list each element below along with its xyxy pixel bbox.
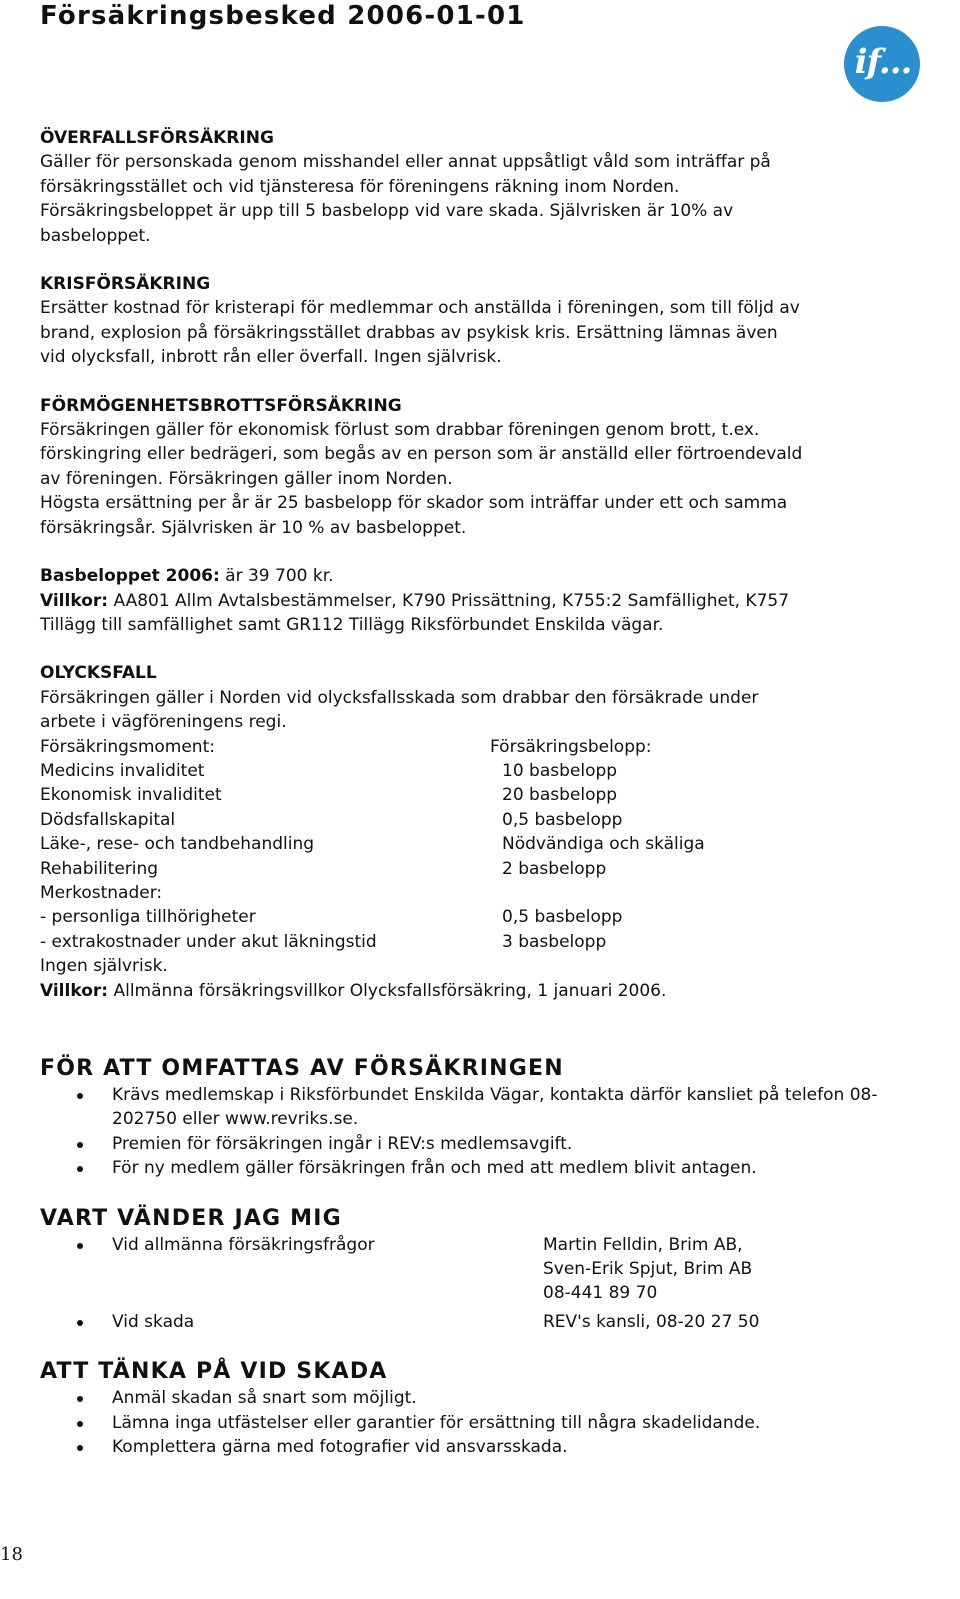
villkor-text: AA801 Allm Avtalsbestämmelser, K790 Prissättning, K755:2 Samfällighet, K757 <box>108 590 790 611</box>
basbelopp-line <box>40 564 935 588</box>
bullet-list <box>40 1386 935 1459</box>
list-item: Premien för försäkringen ingår i REV:s medlemsavgift. <box>40 1132 935 1156</box>
list-item: Komplettera gärna med fotografier vid ansvarsskada. <box>40 1435 935 1459</box>
villkor-line <box>40 589 935 613</box>
basbelopp-label: Basbeloppet 2006: <box>40 566 220 587</box>
table-cell: 3 basbelopp <box>502 931 607 952</box>
contact-line: Martin Felldin, Brim AB, <box>543 1234 743 1255</box>
basbelopp-value: är 39 700 kr. <box>219 566 334 587</box>
table-header-cell: Försäkringsbelopp: <box>490 736 652 757</box>
section-tanka-pa <box>40 1358 935 1459</box>
text-line: Försäkringsbeloppet är upp till 5 basbelopp vid vare skada. Självrisken är 10% av <box>40 201 734 222</box>
table-cell: Ekonomisk invaliditet <box>40 785 222 806</box>
section-formogenhet <box>40 394 935 540</box>
text-line: vid olycksfall, inbrott rån eller överfall. Ingen självrisk. <box>40 347 502 368</box>
text-line: arbete i vägföreningens regi. <box>40 712 287 733</box>
table-cell: 0,5 basbelopp <box>502 809 623 830</box>
text-line: Försäkringen gäller i Norden vid olycksfallsskada som drabbar den försäkrade under <box>40 687 759 708</box>
table-cell: Rehabilitering <box>40 858 159 879</box>
contact-line: Sven-Erik Spjut, Brim AB <box>543 1259 753 1280</box>
logo-text: if... <box>854 42 912 82</box>
text-line: Högsta ersättning per år är 25 basbelopp för skador som inträffar under ett och samma <box>40 493 788 514</box>
villkor-line <box>40 979 935 1003</box>
table-row <box>40 832 935 856</box>
contact-line: REV's kansli, 08-20 27 50 <box>543 1311 760 1332</box>
table-cell: Läke-, rese- och tandbehandling <box>40 834 315 855</box>
table-header-cell: Försäkringsmoment: <box>40 736 215 757</box>
list-item: Lämna inga utfästelser eller garantier för ersättning till några skadelidande. <box>40 1411 935 1435</box>
text-line: av föreningen. Försäkringen gäller inom Norden. <box>40 468 453 489</box>
text-line: Ersätter kostnad för kristerapi för medlemmar och anställda i föreningen, som till följd av <box>40 298 800 319</box>
if-logo <box>844 26 920 102</box>
table-row <box>40 783 935 807</box>
contact-label: Vid skada <box>112 1311 195 1332</box>
section-heading: FÖR ATT OMFATTAS AV FÖRSÄKRINGEN <box>40 1056 564 1081</box>
section-heading: OLYCKSFALL <box>40 663 157 684</box>
list-item: Anmäl skadan så snart som möjligt. <box>40 1386 935 1410</box>
list-item <box>40 1233 935 1306</box>
section-heading: VART VÄNDER JAG MIG <box>40 1205 342 1231</box>
table-cell: - extrakostnader under akut läkningstid <box>40 931 377 952</box>
section-kris <box>40 272 935 370</box>
table-cell: Nödvändiga och skäliga <box>502 834 705 855</box>
table-cell: Merkostnader: <box>40 882 163 903</box>
table-cell: 2 basbelopp <box>502 858 607 879</box>
section-heading: KRISFÖRSÄKRING <box>40 274 211 295</box>
text-line: brand, explosion på försäkringsstället drabbas av psykisk kris. Ersättning lämnas även <box>40 322 778 343</box>
document-body <box>40 126 935 1459</box>
text-line: basbeloppet. <box>40 225 151 246</box>
villkor-label: Villkor: <box>40 590 109 611</box>
section-heading: ATT TÄNKA PÅ VID SKADA <box>40 1359 388 1385</box>
page-title: Försäkringsbesked 2006-01-01 <box>40 1 526 31</box>
table-header <box>40 735 935 759</box>
table-row <box>40 905 935 929</box>
villkor-text: Allmänna försäkringsvillkor Olycksfallsförsäkring, 1 januari 2006. <box>108 980 667 1001</box>
section-overfall <box>40 126 935 248</box>
section-heading: ÖVERFALLSFÖRSÄKRING <box>40 128 274 148</box>
table-row <box>40 808 935 832</box>
section-heading: FÖRMÖGENHETSBROTTSFÖRSÄKRING <box>40 395 402 416</box>
table-row <box>40 881 935 905</box>
page-number: 18 <box>0 1544 23 1565</box>
table-cell <box>490 881 935 905</box>
table-row <box>40 857 935 881</box>
text-line: Ingen självrisk. <box>40 956 168 977</box>
table-cell: 10 basbelopp <box>502 760 618 781</box>
table-cell: 0,5 basbelopp <box>502 907 623 928</box>
table-cell: Dödsfallskapital <box>40 809 176 830</box>
table-row <box>40 930 935 954</box>
text-line: försäkringsstället och vid tjänsteresa för föreningens räkning inom Norden. <box>40 176 680 197</box>
text-line: förskingring eller bedrägeri, som begås av en person som är anställd eller förtroendevald <box>40 444 803 465</box>
section-vart-vander <box>40 1205 935 1335</box>
list-item: Krävs medlemskap i Riksförbundet Enskilda Vägar, kontakta därför kansliet på telefon 08-202750 eller www.revriks.se. <box>40 1083 935 1132</box>
section-basbelopp <box>40 564 935 637</box>
list-item: För ny medlem gäller försäkringen från och med att medlem blivit antagen. <box>40 1156 935 1180</box>
table-cell: 20 basbelopp <box>502 785 618 806</box>
bullet-list <box>40 1233 935 1335</box>
section-omfattas <box>40 1055 935 1181</box>
table-cell: Medicins invaliditet <box>40 760 205 781</box>
list-item <box>40 1310 935 1334</box>
bullet-list <box>40 1083 935 1181</box>
section-olycksfall <box>40 661 935 1003</box>
table-cell: - personliga tillhörigheter <box>40 907 256 928</box>
contact-line: 08-441 89 70 <box>543 1283 658 1304</box>
text-line: Gäller för personskada genom misshandel eller annat uppsåtligt våld som inträffar på <box>40 152 771 173</box>
text-line: försäkringsår. Självrisken är 10 % av basbeloppet. <box>40 517 467 538</box>
contact-label: Vid allmänna försäkringsfrågor <box>112 1234 375 1255</box>
table-row <box>40 759 935 783</box>
text-line: Försäkringen gäller för ekonomisk förlust som drabbar föreningen genom brott, t.ex. <box>40 420 760 441</box>
villkor-label: Villkor: <box>40 980 109 1001</box>
text-line: Tillägg till samfällighet samt GR112 Tillägg Riksförbundet Enskilda vägar. <box>40 614 664 635</box>
